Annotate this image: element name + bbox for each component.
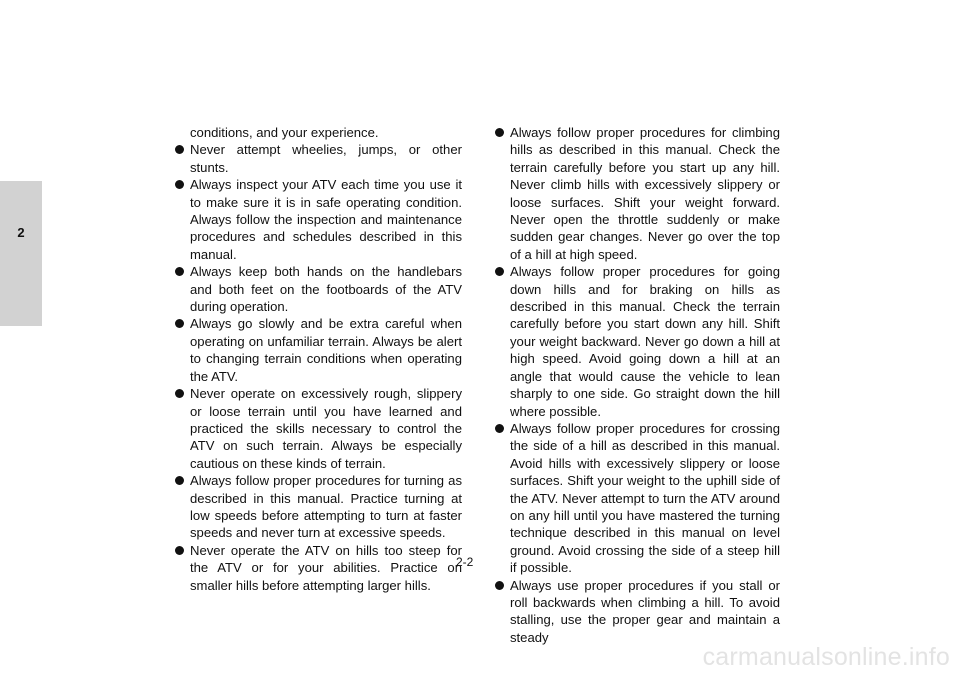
list-item-text: Never attempt wheelies, jumps, or other stunts.	[190, 142, 462, 175]
list-item-text: Always use proper procedures if you stall or roll backwards when climbing a hill. To avoid stalling, use the proper gear and maintain a steady	[510, 577, 780, 645]
bullet-icon	[175, 180, 184, 189]
bullet-icon	[175, 476, 184, 485]
bullet-icon	[495, 581, 504, 590]
list-item-text: Always keep both hands on the handlebars and both feet on the footboards of the ATV during operation.	[190, 264, 462, 315]
bullet-icon	[495, 267, 504, 276]
list-item	[174, 385, 462, 472]
bullet-icon	[495, 128, 504, 137]
bullet-icon	[175, 546, 184, 555]
list-item	[174, 263, 462, 315]
bullet-list-left	[174, 141, 462, 594]
bullet-icon	[175, 389, 184, 398]
right-column	[494, 124, 780, 646]
left-column	[174, 124, 462, 594]
list-item	[174, 141, 462, 176]
list-item	[494, 263, 780, 420]
list-item-text: Always inspect your ATV each time you use it to make sure it is in safe operating condition. Always follow the inspection and maintenance procedures and schedules described in this manual.	[190, 177, 462, 262]
list-item-text: Always follow proper procedures for crossing the side of a hill as described in this manual. Avoid hills with excessively slippery or loose surfaces. Shift your weight to the uphill side of the ATV. Never attempt to turn the ATV around on any hill until you have mastered the turning technique described in this manual on level ground. Avoid crossing the side of a steep hill if possible.	[510, 420, 780, 576]
list-item-text: Always go slowly and be extra careful when operating on unfamiliar terrain. Always be alert to changing terrain conditions when operating the ATV.	[190, 316, 462, 384]
bullet-icon	[495, 424, 504, 433]
list-item	[494, 124, 780, 263]
list-item-text: Always follow proper procedures for turning as described in this manual. Practice turning at low speeds before attempting to turn at faster speeds and never turn at excessive speeds.	[190, 473, 462, 541]
list-item-text: Always follow proper procedures for climbing hills as described in this manual. Check the terrain carefully before you start up any hill. Never climb hills with excessively slippery or loose surfaces. Shift your weight forward. Never open the throttle suddenly or make sudden gear changes. Never go over the top of a hill at high speed.	[510, 125, 780, 262]
list-item-text: Never operate on excessively rough, slippery or loose terrain until you have learned and practiced the skills necessary to control the ATV on such terrain. Always be especially cautious on these kinds of terrain.	[190, 386, 462, 471]
list-item	[174, 315, 462, 385]
bullet-icon	[175, 319, 184, 328]
bullet-icon	[175, 145, 184, 154]
page-number: 2-2	[456, 555, 474, 569]
list-item	[494, 577, 780, 647]
chapter-number: 2	[17, 225, 25, 240]
list-item-text: Never operate the ATV on hills too steep for the ATV or for your abilities. Practice on smaller hills before attempting larger hills.	[190, 542, 462, 593]
list-item	[174, 542, 462, 594]
continued-text: conditions, and your experience.	[190, 125, 379, 140]
list-item	[494, 420, 780, 577]
list-item	[174, 176, 462, 263]
bullet-list-right	[494, 124, 780, 646]
list-item-text: Always follow proper procedures for going down hills and for braking on hills as described in this manual. Check the terrain carefully before you start down any hill. Shift your weight backward. Never go down a hill at high speed. Avoid going down a hill at an angle that would cause the vehicle to lean sharply to one side. Go straight down the hill where possible.	[510, 264, 780, 419]
chapter-tab	[0, 181, 42, 326]
watermark: carmanualsonline.info	[702, 643, 950, 671]
list-item	[174, 472, 462, 542]
bullet-icon	[175, 267, 184, 276]
